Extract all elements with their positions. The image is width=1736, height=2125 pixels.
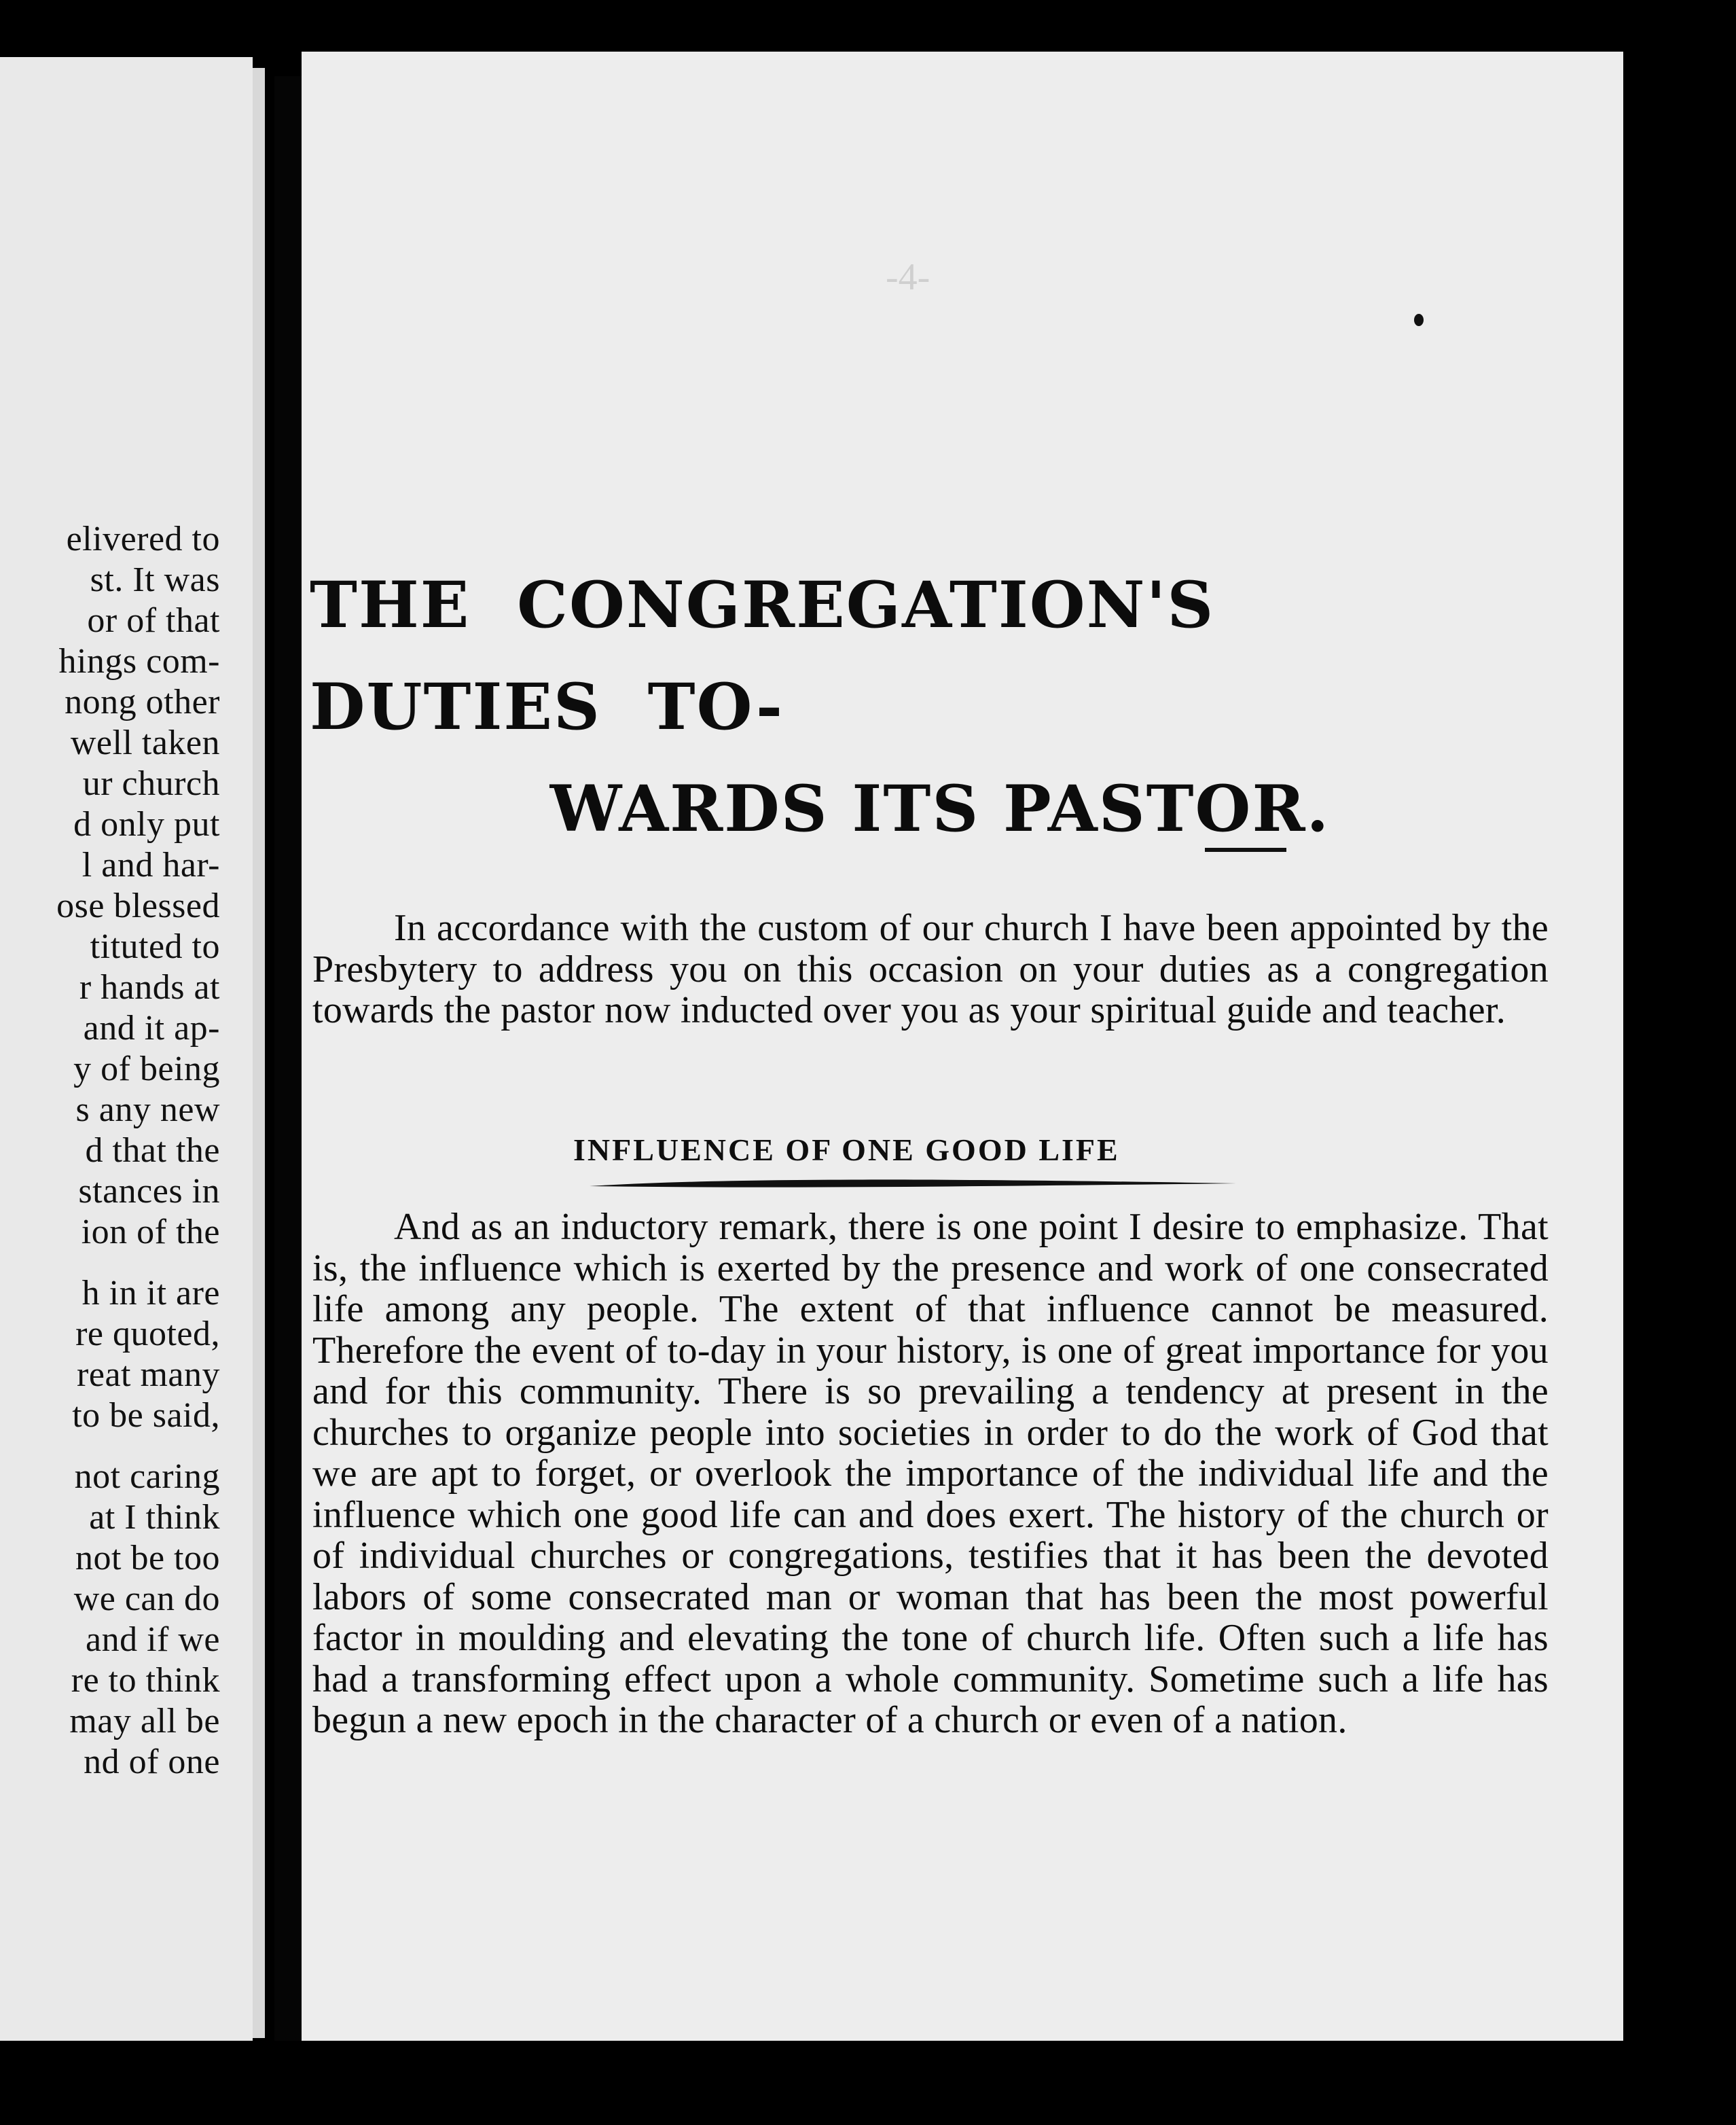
left-page-line: st. It was [90, 560, 220, 599]
left-page-gap [56, 1253, 220, 1273]
left-page-line: d only put [73, 805, 220, 844]
left-page-line: re quoted, [75, 1315, 220, 1353]
left-page-line: reat many [77, 1355, 220, 1394]
left-page-line: we can do [73, 1579, 220, 1618]
left-page-line: may all be [69, 1702, 220, 1740]
section-heading: INFLUENCE OF ONE GOOD LIFE [573, 1132, 1120, 1167]
left-page-line: well taken [70, 724, 220, 762]
left-page-line: re to think [71, 1661, 220, 1700]
left-page-line: ur church [82, 764, 220, 803]
left-page-line: stances in [78, 1172, 220, 1211]
left-page-line: to be said, [72, 1396, 220, 1435]
main-page [302, 52, 1623, 2041]
page-number: -4- [886, 256, 930, 298]
left-page-line: l and har- [82, 846, 220, 885]
left-page-line: tituted to [90, 927, 220, 966]
left-page-line: ose blessed [56, 887, 220, 925]
left-page-line: at I think [89, 1498, 220, 1537]
left-page-line: y of being [73, 1050, 220, 1088]
left-page-line: d that the [85, 1131, 220, 1170]
left-page-line: or of that [87, 601, 220, 640]
paragraph-influence: And as an inductory remark, there is one point I desire to emphasize. That is, the influence which is exerted by the presence and work of one consecrated life among any people. The extent of that influence cannot be measured. Therefore the event of to-day in your history, is one of great importance for you and for this community. There is so prevailing a tendency at present in the churches to organize people into societies in order to do the work of God that we are apt to forget, or overlook the importance of the individual life and the influence which one good life can and does exert. The history of the church or of individual churches or congregations, testifies that it has been the devoted labors of some consecrated man or woman that has been the most powerful factor in moulding and elevating the tone of church life. Often such a life has had a transforming effect upon a whole community. Sometime such a life has begun a new epoch in the character of a church or even of a nation. [312, 1206, 1549, 1741]
page-gutter-light [253, 68, 265, 2038]
page-title [302, 554, 1551, 860]
left-page-line: and it ap- [83, 1009, 220, 1048]
left-page-line: r hands at [79, 968, 220, 1007]
left-page-text [56, 519, 220, 1783]
scan-border-bottom [0, 2041, 1736, 2125]
left-page-line: ion of the [81, 1213, 220, 1251]
page-gutter-dark [274, 76, 302, 2053]
left-page-gap [56, 1436, 220, 1457]
left-page-line: h in it are [82, 1274, 220, 1312]
left-page-line: s any new [75, 1090, 220, 1129]
left-page-line: nd of one [84, 1743, 220, 1781]
left-page-line: not be too [75, 1539, 220, 1577]
title-line-1: THE CONGREGATION'S DUTIES TO- [310, 568, 1215, 745]
left-page-line: and if we [86, 1620, 220, 1659]
left-facing-page [0, 57, 253, 2043]
title-line-2: WARDS ITS PASTOR. [549, 772, 1331, 846]
left-page-line: nong other [65, 683, 220, 721]
paragraph-intro: In accordance with the custom of our church I have been appointed by the Presbytery to address you on this occasion on your duties as a congregation towards the pastor now inducted over you as your spiritual guide and teacher. [312, 907, 1549, 1031]
ink-speck [1414, 314, 1424, 326]
heading-swash-underline [587, 1177, 1239, 1193]
title-rule [1205, 848, 1286, 852]
left-page-line: not caring [74, 1457, 220, 1496]
left-page-line: hings com- [58, 642, 220, 681]
left-page-line: elivered to [66, 520, 220, 558]
